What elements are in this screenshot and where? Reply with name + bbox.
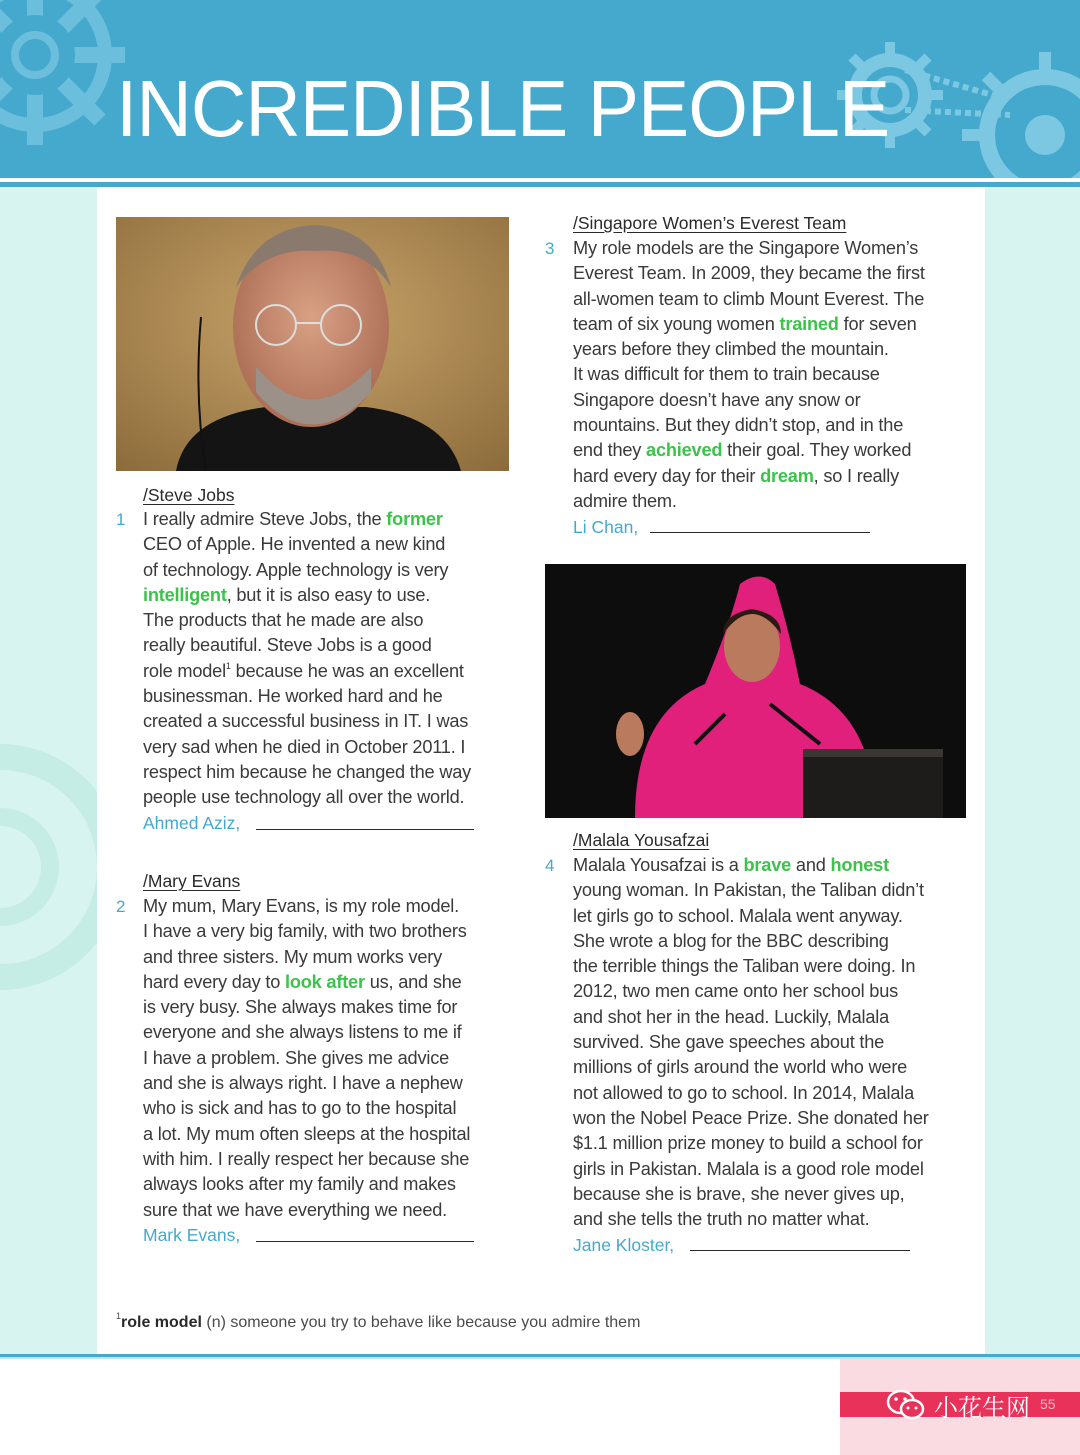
text-line xyxy=(573,979,929,1004)
header-banner xyxy=(0,0,1080,178)
text-run: is very busy. She always makes time for xyxy=(143,997,458,1018)
text-line xyxy=(573,1055,929,1080)
author-name: Jane Kloster, xyxy=(573,1235,675,1255)
text-run: , but it is also easy to use. xyxy=(226,584,431,605)
text-run: respect him because he changed the way xyxy=(143,761,472,782)
text-line xyxy=(143,1020,470,1045)
entry-number: 1 xyxy=(116,510,126,529)
text-line xyxy=(143,945,470,970)
page-title: INCREDIBLE PEOPLE xyxy=(116,64,890,153)
entry-title-malala: /Malala Yousafzai xyxy=(573,830,710,850)
text-run: My role models are the Singapore Women’s xyxy=(573,238,919,258)
text-run: and she is always right. I have a nephew xyxy=(143,1073,463,1094)
text-line xyxy=(143,608,471,633)
entry-body-steve-jobs xyxy=(143,507,471,811)
text-line xyxy=(573,1157,929,1182)
text-line xyxy=(143,894,470,919)
text-line xyxy=(573,438,925,463)
text-run: of technology. Apple technology is very xyxy=(143,559,449,580)
name-blank-line xyxy=(650,531,870,533)
text-line xyxy=(143,1071,470,1096)
text-line xyxy=(143,558,471,583)
text-run: end they xyxy=(573,440,647,461)
text-line xyxy=(143,1147,470,1172)
text-run: role model xyxy=(143,660,226,681)
text-run: Singapore doesn’t have any snow or xyxy=(573,389,861,410)
vocabulary-keyword: look after xyxy=(284,971,365,992)
text-line xyxy=(573,489,925,514)
text-run: CEO of Apple. He invented a new kind xyxy=(143,534,446,555)
vocabulary-keyword: brave xyxy=(743,855,792,875)
text-run: everyone and she always listens to me if xyxy=(143,1022,462,1043)
text-line xyxy=(573,1207,929,1232)
text-run: 2012, two men came onto her school bus xyxy=(573,981,899,1002)
text-line xyxy=(573,1182,929,1207)
text-run: Malala Yousafzai is a xyxy=(573,855,744,875)
text-run: She wrote a blog for the BBC describing xyxy=(573,930,889,951)
text-line xyxy=(143,709,471,734)
text-line xyxy=(573,878,929,903)
text-run: and she tells the truth no matter what. xyxy=(573,1209,870,1230)
text-line xyxy=(143,659,471,684)
text-line xyxy=(573,312,925,337)
text-run: people use technology all over the world. xyxy=(143,787,465,808)
malala-yousafzai-photo xyxy=(545,564,966,818)
text-run: millions of girls around the world who were xyxy=(573,1057,908,1078)
text-run: always looks after my family and makes xyxy=(143,1174,456,1195)
text-run: I have a problem. She gives me advice xyxy=(143,1047,449,1068)
text-line xyxy=(573,929,929,954)
text-line xyxy=(573,337,925,362)
text-run: and shot her in the head. Luckily, Malala xyxy=(573,1006,890,1027)
text-run: for seven xyxy=(838,313,917,334)
text-run: their goal. They worked xyxy=(722,440,912,461)
text-run: businessman. He worked hard and he xyxy=(143,686,443,707)
name-blank-line xyxy=(256,1240,474,1242)
vocabulary-keyword: honest xyxy=(830,855,889,875)
text-line xyxy=(143,1046,470,1071)
text-line xyxy=(573,287,925,312)
text-run: My mum, Mary Evans, is my role model. xyxy=(143,896,459,916)
text-run: It was difficult for them to train because xyxy=(573,364,880,385)
text-line xyxy=(143,995,470,1020)
text-run: hard every day to xyxy=(143,971,285,992)
vocabulary-keyword: intelligent xyxy=(143,584,227,605)
text-run: Everest Team. In 2009, they became the first xyxy=(573,263,925,284)
text-line xyxy=(143,532,471,557)
vocabulary-keyword: trained xyxy=(779,313,839,334)
name-blank-line xyxy=(690,1249,910,1251)
entry-title-steve-jobs: /Steve Jobs xyxy=(143,485,235,505)
text-run: who is sick and has to go to the hospital xyxy=(143,1098,457,1119)
text-run: I really admire Steve Jobs, the xyxy=(143,509,387,529)
text-run: years before they climbed the mountain. xyxy=(573,339,889,360)
text-line xyxy=(573,261,925,286)
text-line xyxy=(143,1172,470,1197)
entry-body-malala xyxy=(573,853,929,1232)
text-run: survived. She gave speeches about the xyxy=(573,1032,885,1053)
text-run: team of six young women xyxy=(573,313,780,334)
text-run: won the Nobel Peace Prize. She donated her xyxy=(573,1107,929,1128)
text-line xyxy=(573,1131,929,1156)
chain-decoration xyxy=(900,60,1020,120)
entry-body-singapore-team xyxy=(573,236,925,514)
text-line xyxy=(143,1198,470,1223)
wechat-icon xyxy=(886,1389,926,1421)
text-run: because he was an excellent xyxy=(230,660,464,681)
text-run: created a successful business in IT. I was xyxy=(143,711,469,732)
text-line xyxy=(143,970,470,995)
vocabulary-keyword: achieved xyxy=(646,440,723,461)
text-run: The products that he made are also xyxy=(143,610,424,631)
footnote-reference: 1 xyxy=(225,660,231,671)
text-line xyxy=(143,919,470,944)
author-name: Li Chan, xyxy=(573,517,639,537)
text-line xyxy=(573,853,929,878)
text-run: and xyxy=(791,855,831,875)
footnote-pos: (n) xyxy=(206,1314,226,1331)
text-line xyxy=(143,760,471,785)
text-run: because she is brave, she never gives up, xyxy=(573,1183,905,1204)
text-run: very sad when he died in October 2011. I xyxy=(143,736,466,757)
text-run: let girls go to school. Malala went anyway. xyxy=(573,905,903,926)
text-line xyxy=(573,1106,929,1131)
text-run: the terrible things the Taliban were doing. In xyxy=(573,956,916,977)
text-run: a lot. My mum often sleeps at the hospital xyxy=(143,1123,471,1144)
entry-number: 4 xyxy=(545,856,555,875)
text-line xyxy=(573,1081,929,1106)
text-run: sure that we have everything we need. xyxy=(143,1199,447,1220)
steve-jobs-photo xyxy=(116,217,509,471)
text-line xyxy=(143,1096,470,1121)
text-line xyxy=(143,1122,470,1147)
text-line xyxy=(143,684,471,709)
entry-number: 3 xyxy=(545,239,555,258)
watermark xyxy=(886,1388,1030,1422)
text-run: I have a very big family, with two brothers xyxy=(143,921,467,942)
entry-title-mary-evans: /Mary Evans xyxy=(143,871,241,891)
text-run: really beautiful. Steve Jobs is a good xyxy=(143,635,432,656)
text-line xyxy=(573,1030,929,1055)
text-line xyxy=(573,1005,929,1030)
text-line xyxy=(573,464,925,489)
text-line xyxy=(573,236,925,261)
text-run: not allowed to go to school. In 2014, Malala xyxy=(573,1082,915,1103)
watermark-text: 小花生网 xyxy=(934,1393,1030,1422)
page-number: 55 xyxy=(1040,1396,1056,1412)
author-name: Mark Evans, xyxy=(143,1225,241,1245)
text-run: with him. I really respect her because she xyxy=(143,1148,470,1169)
text-run: mountains. But they didn’t stop, and in the xyxy=(573,415,904,436)
text-run: young woman. In Pakistan, the Taliban didn’t xyxy=(573,880,924,901)
vocabulary-keyword: former xyxy=(386,509,443,529)
footnote-marker: 1 xyxy=(116,1311,122,1321)
text-run: us, and she xyxy=(364,971,462,992)
text-line xyxy=(143,735,471,760)
author-name: Ahmed Aziz, xyxy=(143,813,241,833)
text-line xyxy=(143,507,471,532)
name-blank-line xyxy=(256,828,474,830)
footnote-term: role model xyxy=(121,1314,202,1331)
entry-number: 2 xyxy=(116,897,126,916)
vocabulary-keyword: dream xyxy=(760,465,814,486)
text-run: $1.1 million prize money to build a school for xyxy=(573,1133,923,1154)
text-line xyxy=(143,633,471,658)
text-run: , so I really xyxy=(813,465,900,486)
text-line xyxy=(573,954,929,979)
gear-decoration-left xyxy=(0,0,130,150)
text-line xyxy=(573,388,925,413)
text-line xyxy=(143,583,471,608)
text-line xyxy=(573,413,925,438)
footnote-definition: someone you try to behave like because you admire them xyxy=(230,1314,641,1331)
text-run: all-women team to climb Mount Everest. The xyxy=(573,288,925,309)
text-run: hard every day for their xyxy=(573,465,761,486)
text-line xyxy=(573,904,929,929)
text-run: admire them. xyxy=(573,490,677,511)
text-line xyxy=(143,785,471,810)
footnote xyxy=(116,1312,640,1334)
text-run: girls in Pakistan. Malala is a good role model xyxy=(573,1158,924,1179)
text-run: and three sisters. My mum works very xyxy=(143,946,443,967)
entry-body-mary-evans xyxy=(143,894,470,1223)
entry-title-singapore-team: /Singapore Women’s Everest Team xyxy=(573,213,847,233)
text-line xyxy=(573,362,925,387)
